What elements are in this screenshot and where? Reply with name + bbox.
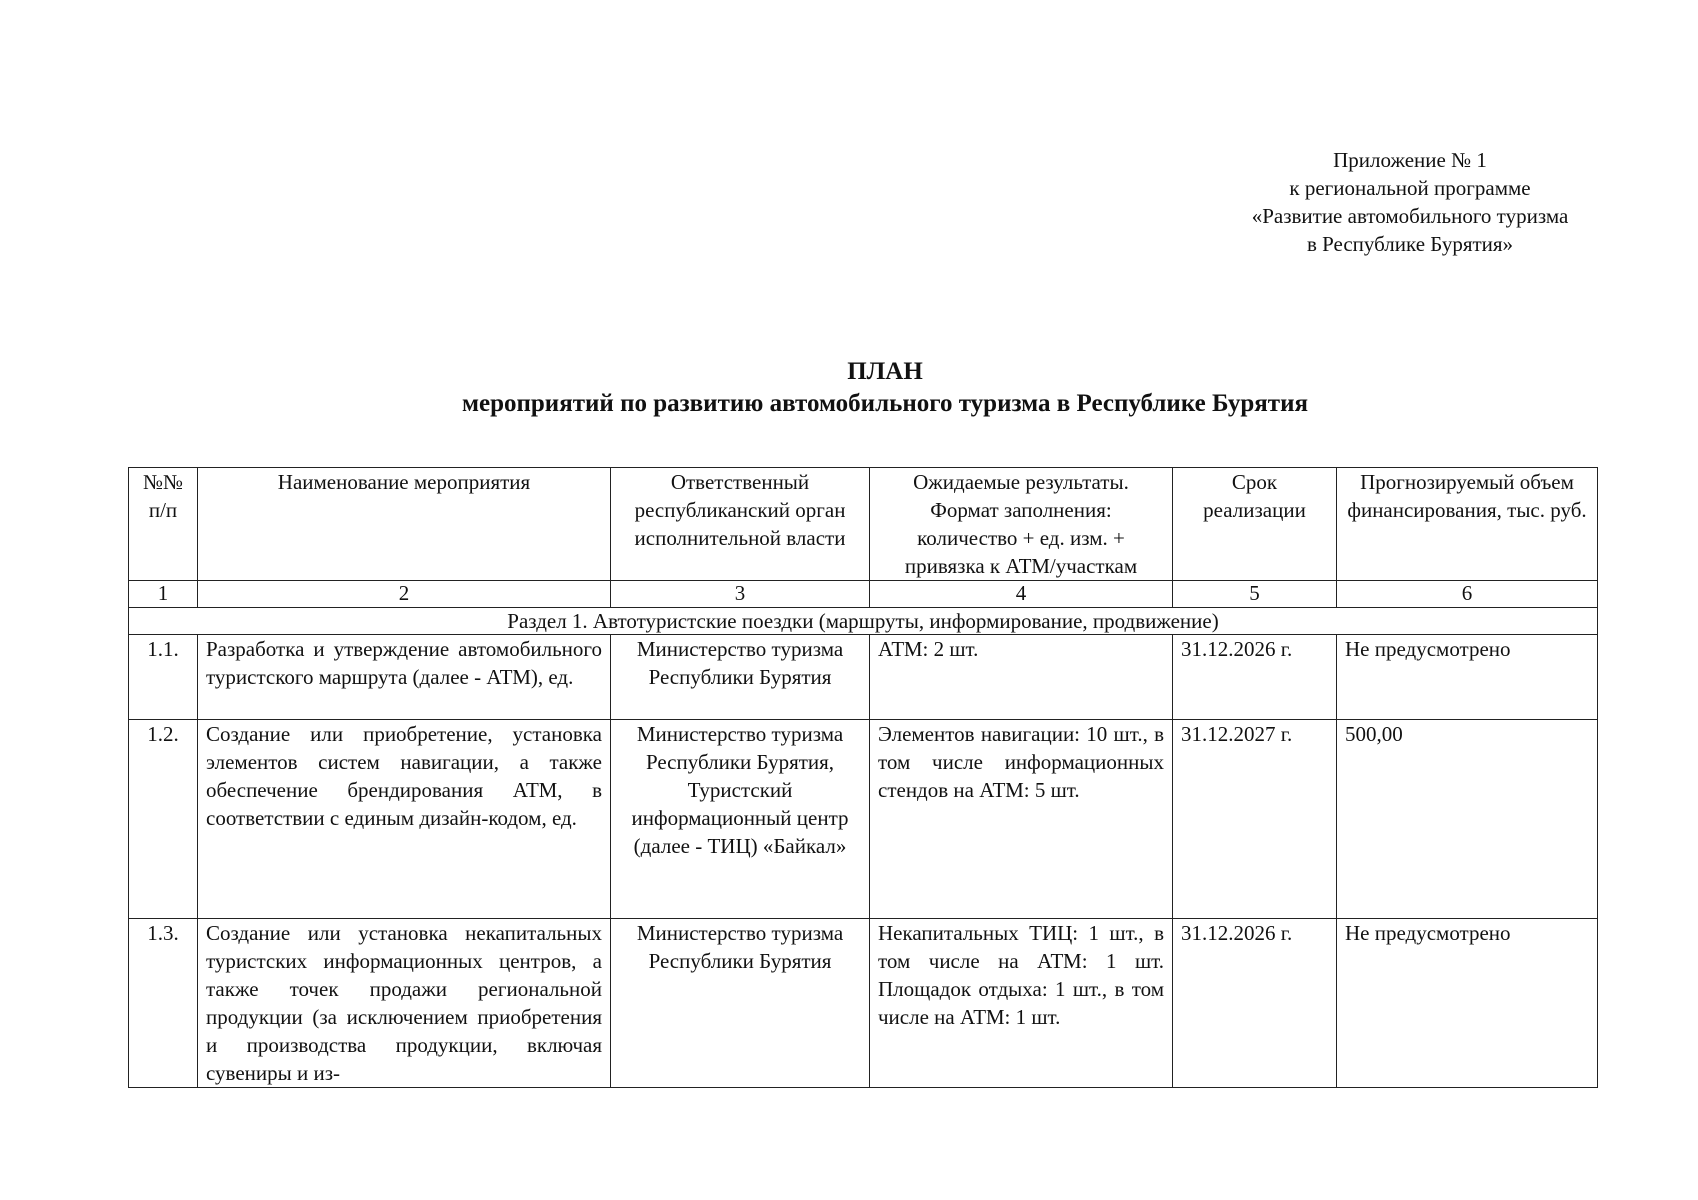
row-number: 1.3. — [129, 919, 198, 1088]
table-row — [129, 919, 1598, 1088]
appendix-line: в Республике Бурятия» — [1306, 232, 1514, 256]
row-responsible: Министерство туризма Республики Бурятия, Туристский информационный центр (далее - ТИЦ) «Байкал» — [611, 720, 870, 919]
column-number-row — [129, 581, 1598, 608]
header-number: №№ п/п — [129, 468, 198, 581]
row-funding: Не предусмотрено — [1337, 919, 1598, 1088]
header-deadline: Срок реализации — [1173, 468, 1337, 581]
row-results: Некапитальных ТИЦ: 1 шт., в том числе на АТМ: 1 шт. Площадок отдыха: 1 шт., в том числе на АТМ: 1 шт. — [870, 919, 1173, 1088]
row-results: АТМ: 2 шт. — [870, 635, 1173, 720]
row-name: Разработка и утверждение автомобильного туристского маршрута (далее - АТМ), ед. — [198, 635, 611, 720]
table-row — [129, 720, 1598, 919]
header-responsible: Ответственный республиканский орган исполнительной власти — [611, 468, 870, 581]
column-number: 5 — [1173, 581, 1337, 608]
row-results: Элементов навигации: 10 шт., в том числе информационных стендов на АТМ: 5 шт. — [870, 720, 1173, 919]
row-funding: Не предусмотрено — [1337, 635, 1598, 720]
row-deadline: 31.12.2026 г. — [1173, 919, 1337, 1088]
title-subtitle: мероприятий по развитию автомобильного туризма в Республике Бурятия — [461, 390, 1309, 417]
plan-table — [128, 467, 1598, 1088]
document-title — [130, 356, 1640, 420]
appendix-line: «Развитие автомобильного туризма — [1251, 204, 1569, 228]
header-results: Ожидаемые результаты. Формат заполнения: количество + ед. изм. + привязка к АТМ/участкам — [870, 468, 1173, 581]
column-number: 2 — [198, 581, 611, 608]
row-responsible: Министерство туризма Республики Бурятия — [611, 635, 870, 720]
table-row — [129, 635, 1598, 720]
appendix-block — [1180, 146, 1640, 258]
header-funding: Прогнозируемый объем финансирования, тыс. руб. — [1337, 468, 1598, 581]
row-funding: 500,00 — [1337, 720, 1598, 919]
row-deadline: 31.12.2026 г. — [1173, 635, 1337, 720]
appendix-line: к региональной программе — [1289, 176, 1531, 200]
section-title: Раздел 1. Автотуристские поездки (маршруты, информирование, продвижение) — [129, 608, 1598, 635]
title-plan: ПЛАН — [847, 358, 923, 385]
row-responsible: Министерство туризма Республики Бурятия — [611, 919, 870, 1088]
row-name: Создание или приобретение, установка элементов систем навигации, а также обеспечение брендирования АТМ, в соответствии с единым дизайн-кодом, ед. — [198, 720, 611, 919]
row-number: 1.2. — [129, 720, 198, 919]
column-number: 6 — [1337, 581, 1598, 608]
section-row — [129, 608, 1598, 635]
column-number: 3 — [611, 581, 870, 608]
appendix-line: Приложение № 1 — [1333, 148, 1487, 172]
header-name: Наименование мероприятия — [198, 468, 611, 581]
row-name: Создание или установка некапитальных туристских информационных центров, а также точек продажи региональной продукции (за исключением приобретения и производства продукции, включая сувениры и из- — [198, 919, 611, 1088]
row-deadline: 31.12.2027 г. — [1173, 720, 1337, 919]
column-number: 1 — [129, 581, 198, 608]
column-number: 4 — [870, 581, 1173, 608]
row-number: 1.1. — [129, 635, 198, 720]
table-header-row — [129, 468, 1598, 581]
